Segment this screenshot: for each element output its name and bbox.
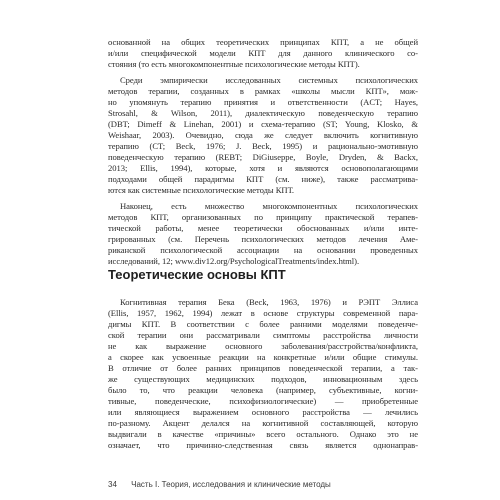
text-line: или являющиеся выражением основного расстройства — лечились [108,407,418,417]
text-line: ются как системные психологические методы КПТ. [108,185,295,195]
text-line: Когнитивная терапия Бека (Beck, 1963, 1976) и РЭПТ Эллиса [120,297,418,307]
text-line: и/или специфической модели КПТ для данного клинического со- [108,48,418,58]
text-line: (DBT; Dimeff & Linehan, 2001) и схема-терапию (ST; Young, Klosko, & [108,119,418,129]
text-line: по-разному. Акцент делался на когнитивной составляющей, которую [108,418,418,428]
text-line: тической работы, менее теоретически обоснованных и/или инте- [108,223,418,233]
text-line: (Ellis, 1957, 1962, 1994) лежат в основе структуры современной пара- [108,308,418,318]
text-line: стояния (то есть многокомпонентные психологические методы КПТ). [108,59,360,69]
text-line: тивные, поведенческие, психофизиологические) — приобретенные [108,396,418,406]
text-line: 2013; Ellis, 1994), которые, хотя и являются основополагающими [108,163,418,173]
text-line: Наконец, есть множество многокомпонентных психологических [120,201,418,211]
text-line: было то, что реакции человека (например, субъективные, когни- [108,385,418,395]
text-line: риканской психологической ассоциации на основании проведенных [108,245,418,255]
text-line: методов КПТ, организованных по принципу практической терапев- [108,212,418,222]
text-line: Среди эмпирически исследованных системных психологических [120,75,418,85]
text-line: методов терапии, созданных в рамках «школы мысли КПТ», мож- [108,86,418,96]
text-line: подходами общей парадигмы КПТ (см. ниже), также рассматрива- [108,174,418,184]
text-line: Weishaar, 2003). Очевидно, сюда же следует включить когнитивную [108,130,418,140]
text-line: а скорее как усвоенные реакции на конкретные и/или общие стимулы. [108,352,418,362]
text-line: выдвигали в качестве «причины» всего остального. Однако это не [108,429,418,439]
text-line: исследований, 12; www.div12.org/PsychologicalTreatments/index.html). [108,256,360,266]
text-line: терапию (CT; Beck, 1976; J. Beck, 1995) и рационально-эмотивную [108,141,418,151]
section-heading: Теоретические основы КПТ [108,267,286,282]
text-line: же существующих медицинских подходов, инновационным здесь [108,374,418,384]
text-line: поведенческую терапию (REBT; DiGiuseppe, Boyle, Dryden, & Backx, [108,152,418,162]
text-line: ской терапии они рассматривали симптомы расстройства личности [108,330,418,340]
text-line: Strosahl, & Wilson, 2011), диалектическую поведенческую терапию [108,108,418,118]
running-title: Часть I. Теория, исследования и клинические методы [131,480,331,489]
text-line: В отличие от более ранних принципов поведенческой терапии, а так- [108,363,418,373]
page-footer [108,480,418,489]
text-line: дигмы КПТ. В соответствии с более ранними моделями поведенче- [108,319,418,329]
text-line: означает, что причинно-следственная связь является однонаправ- [108,440,418,450]
text-line: но упомянуть терапию принятия и ответственности (ACT; Hayes, [108,97,418,107]
text-line: грированных (см. Перечень психологических методов лечения Аме- [108,234,418,244]
page-number: 34 [108,480,117,489]
text-line: основанной на общих теоретических принципах КПТ, а не общей [108,37,418,47]
text-line: не как выражение основного заболевания/расстройства/конфликта, [108,341,418,351]
